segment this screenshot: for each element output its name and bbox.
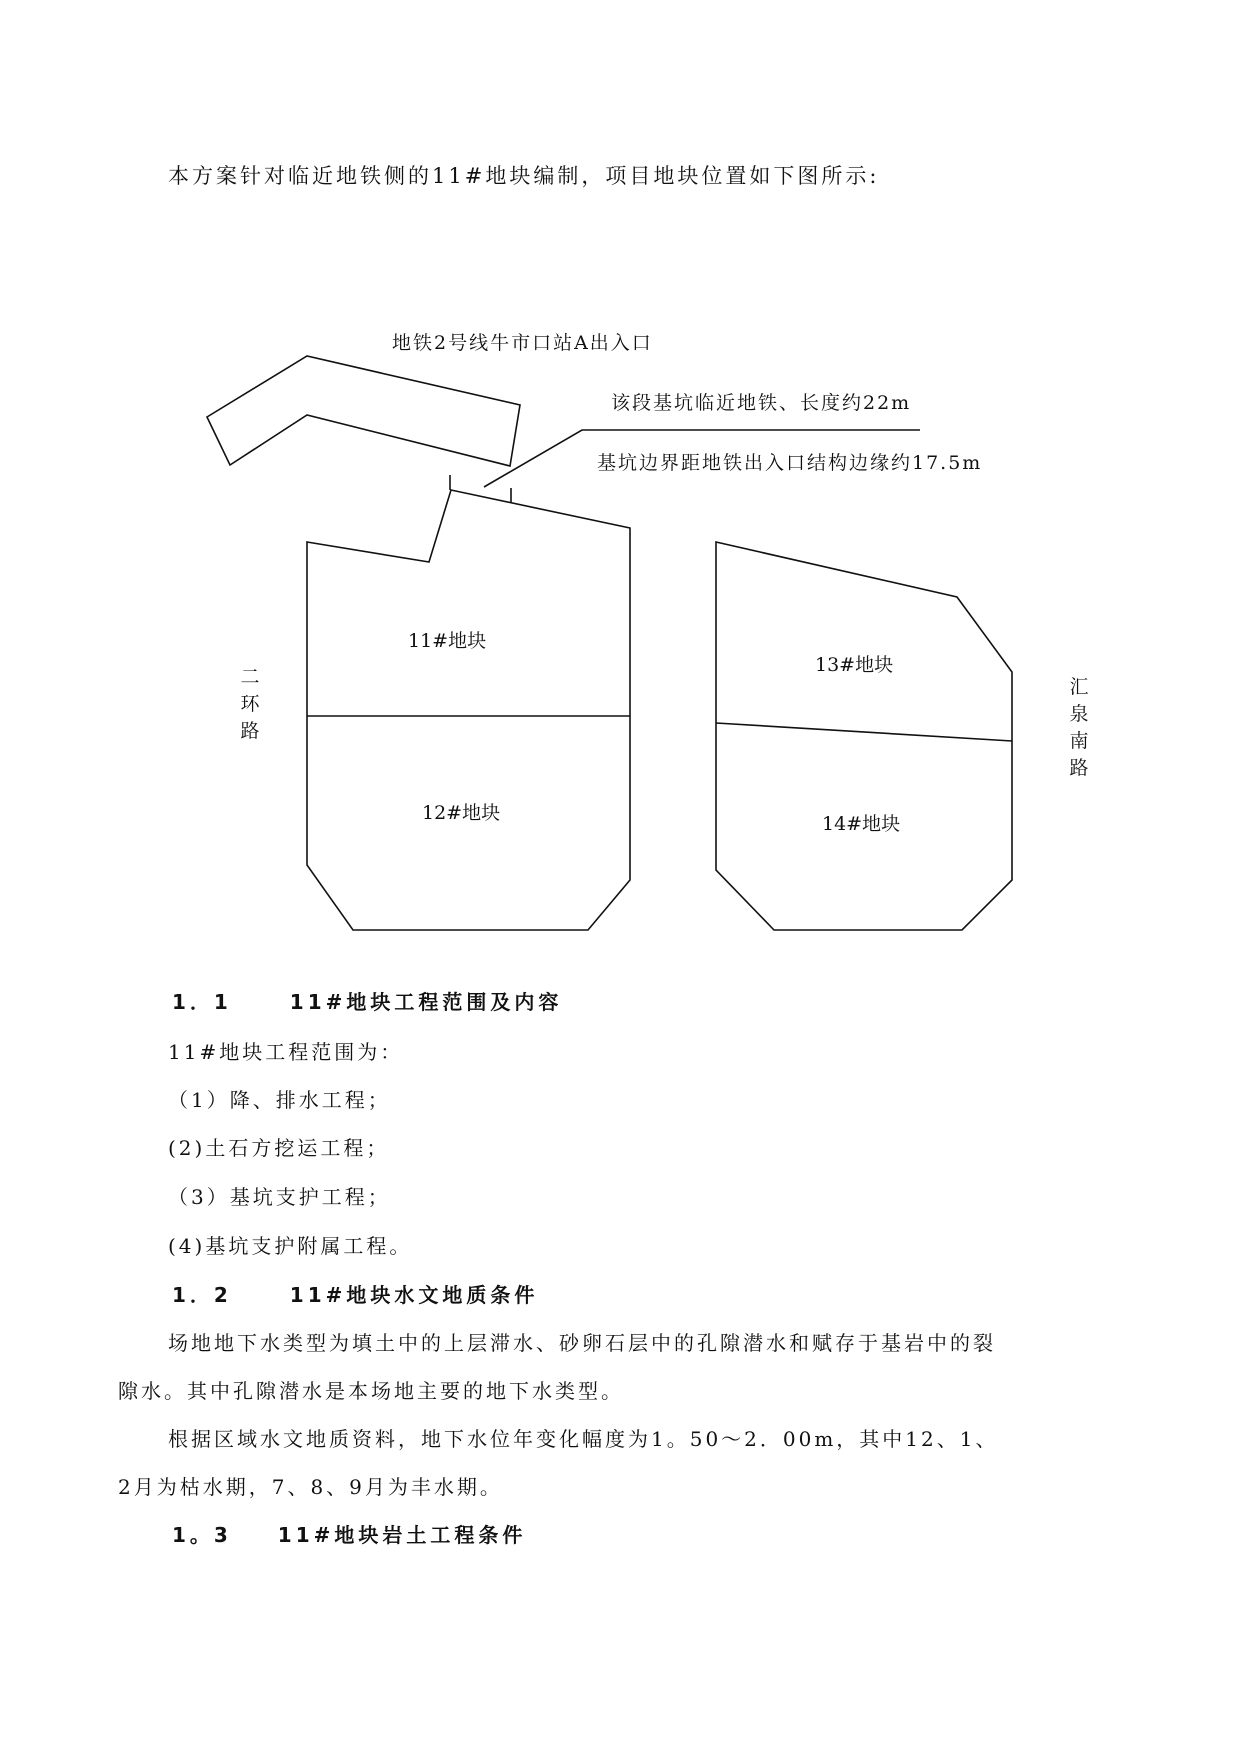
section-title: 11#地块工程范围及内容	[289, 990, 563, 1014]
plot-11-label: 11#地块	[408, 630, 487, 652]
road-char: 南	[1069, 730, 1089, 752]
road-char: 二	[240, 666, 260, 688]
road-char: 泉	[1069, 703, 1089, 725]
road-label-erhuan	[238, 664, 262, 745]
scope-item: （1）降、排水工程；	[168, 1088, 391, 1112]
plot-12-label: 12#地块	[422, 802, 501, 824]
hydro-para-2-line-2: 2月为枯水期，7、8、9月为丰水期。	[118, 1475, 503, 1499]
hydro-para-2-line-1: 根据区域水文地质资料，地下水位年变化幅度为1。50～2．00m，其中12、1、	[168, 1427, 999, 1451]
hydro-para-1-line-1: 场地地下水类型为填土中的上层滞水、砂卵石层中的孔隙潜水和赋存于基岩中的裂	[168, 1331, 996, 1355]
callout-line-2: 基坑边界距地铁出入口结构边缘约17.5m	[597, 452, 983, 474]
metro-exit-label: 地铁2号线牛市口站A出入口	[392, 332, 653, 354]
plot-13-label: 13#地块	[815, 654, 894, 676]
scope-item: (2)土石方挖运工程；	[168, 1136, 390, 1160]
section-1-3-heading	[172, 1519, 526, 1548]
section-number: 1．1	[172, 990, 232, 1014]
plot-14-label: 14#地块	[822, 813, 901, 835]
section-title: 11#地块岩土工程条件	[277, 1523, 527, 1547]
metro-exit-outline	[207, 356, 520, 466]
plot-11-12-outline	[307, 490, 630, 930]
scope-lead: 11#地块工程范围为：	[168, 1040, 404, 1064]
section-1-2-heading	[172, 1279, 538, 1308]
scope-item: (4)基坑支护附属工程。	[168, 1234, 413, 1258]
callout-line-1: 该段基坑临近地铁、长度约22m	[611, 392, 912, 414]
road-char: 汇	[1069, 676, 1089, 698]
scope-item: （3）基坑支护工程；	[168, 1185, 391, 1209]
plot-13-14-outline	[716, 542, 1012, 930]
section-number: 1。3	[172, 1523, 232, 1547]
road-char: 环	[240, 693, 260, 715]
section-1-1-heading	[172, 986, 562, 1015]
road-char: 路	[240, 720, 260, 742]
road-label-huiquan-south	[1067, 674, 1091, 782]
hydro-para-1-line-2: 隙水。其中孔隙潜水是本场地主要的地下水类型。	[118, 1379, 624, 1403]
plot-13-14-divider	[716, 723, 1012, 741]
road-char: 路	[1069, 757, 1089, 779]
intro-paragraph: 本方案针对临近地铁侧的11#地块编制，项目地块位置如下图所示:	[168, 164, 880, 188]
section-title: 11#地块水文地质条件	[289, 1283, 539, 1307]
section-number: 1．2	[172, 1283, 232, 1307]
